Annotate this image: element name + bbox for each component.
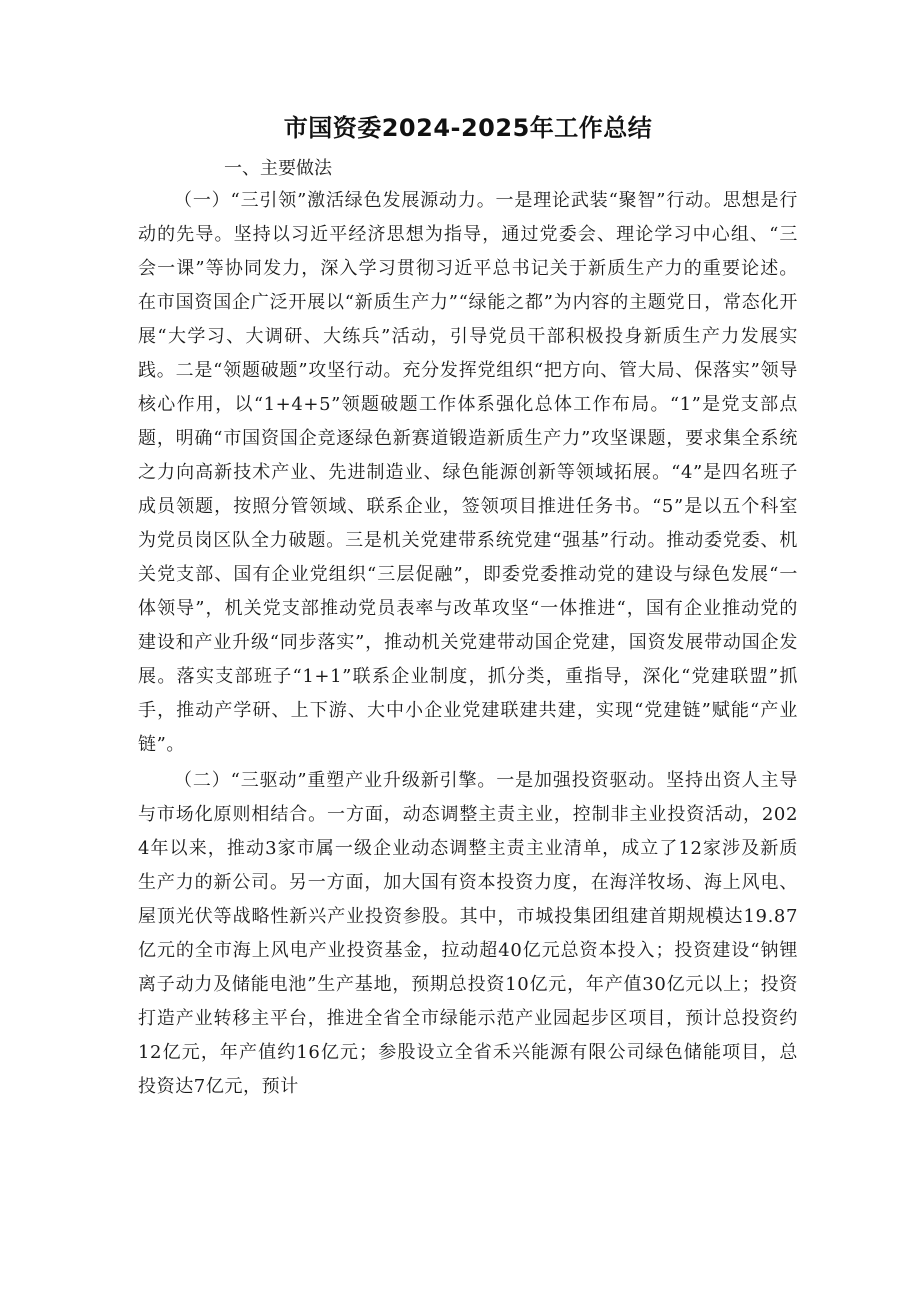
- document-page: [138, 110, 798, 1104]
- section-heading: 一、主要做法: [224, 158, 332, 179]
- document-title: 市国资委2024-2025年工作总结: [283, 114, 653, 142]
- paragraph-1: （一）“三引领”激活绿色发展源动力。一是理论武装“聚智”行动。思想是行动的先导。坚持以习近平经济思想为指导，通过党委会、理论学习中心组、“三会一课”等协同发力，深入学习贯彻习近平总书记关于新质生产力的重要论述。在市国资国企广泛开展以“新质生产力”“绿能之都”为内容的主题党日，常态化开展“大学习、大调研、大练兵”活动，引导党员干部积极投身新质生产力发展实践。二是“领题破题”攻坚行动。充分发挥党组织“把方向、管大局、保落实”领导核心作用，以“1+4+5”领题破题工作体系强化总体工作布局。“1”是党支部点题，明确“市国资国企竞逐绿色新赛道锻造新质生产力”攻坚课题，要求集全系统之力向高新技术产业、先进制造业、绿色能源创新等领域拓展。“4”是四名班子成员领题，按照分管领域、联系企业，签领项目推进任务书。“5”是以五个科室为党员岗区队全力破题。三是机关党建带系统党建“强基”行动。推动委党委、机关党支部、国有企业党组织“三层促融”，即委党委推动党的建设与绿色发展“一体领导”，机关党支部推动党员表率与改革攻坚“一体推进“，国有企业推动党的建设和产业升级“同步落实”，推动机关党建带动国企党建，国资发展带动国企发展。落实支部班子“1+1”联系企业制度，抓分类，重指导，深化“党建联盟”抓手，推动产学研、上下游、大中小企业党建联建共建，实现“党建链”赋能“产业链”。: [138, 190, 798, 755]
- paragraph-2: （二）“三驱动”重塑产业升级新引擎。一是加强投资驱动。坚持出资人主导与市场化原则相结合。一方面，动态调整主责主业，控制非主业投资活动，2024年以来，推动3家市属一级企业动态调整主责主业清单，成立了12家涉及新质生产力的新公司。另一方面，加大国有资本投资力度，在海洋牧场、海上风电、屋顶光伏等战略性新兴产业投资参股。其中，市城投集团组建首期规模达19.87亿元的全市海上风电产业投资基金，拉动超40亿元总资本投入；投资建设“钠锂离子动力及储能电池”生产基地，预期总投资10亿元，年产值30亿元以上；投资打造产业转移主平台，推进全省全市绿能示范产业园起步区项目，预计总投资约12亿元，年产值约16亿元；参股设立全省禾兴能源有限公司绿色储能项目，总投资达7亿元，预计: [138, 770, 798, 1097]
